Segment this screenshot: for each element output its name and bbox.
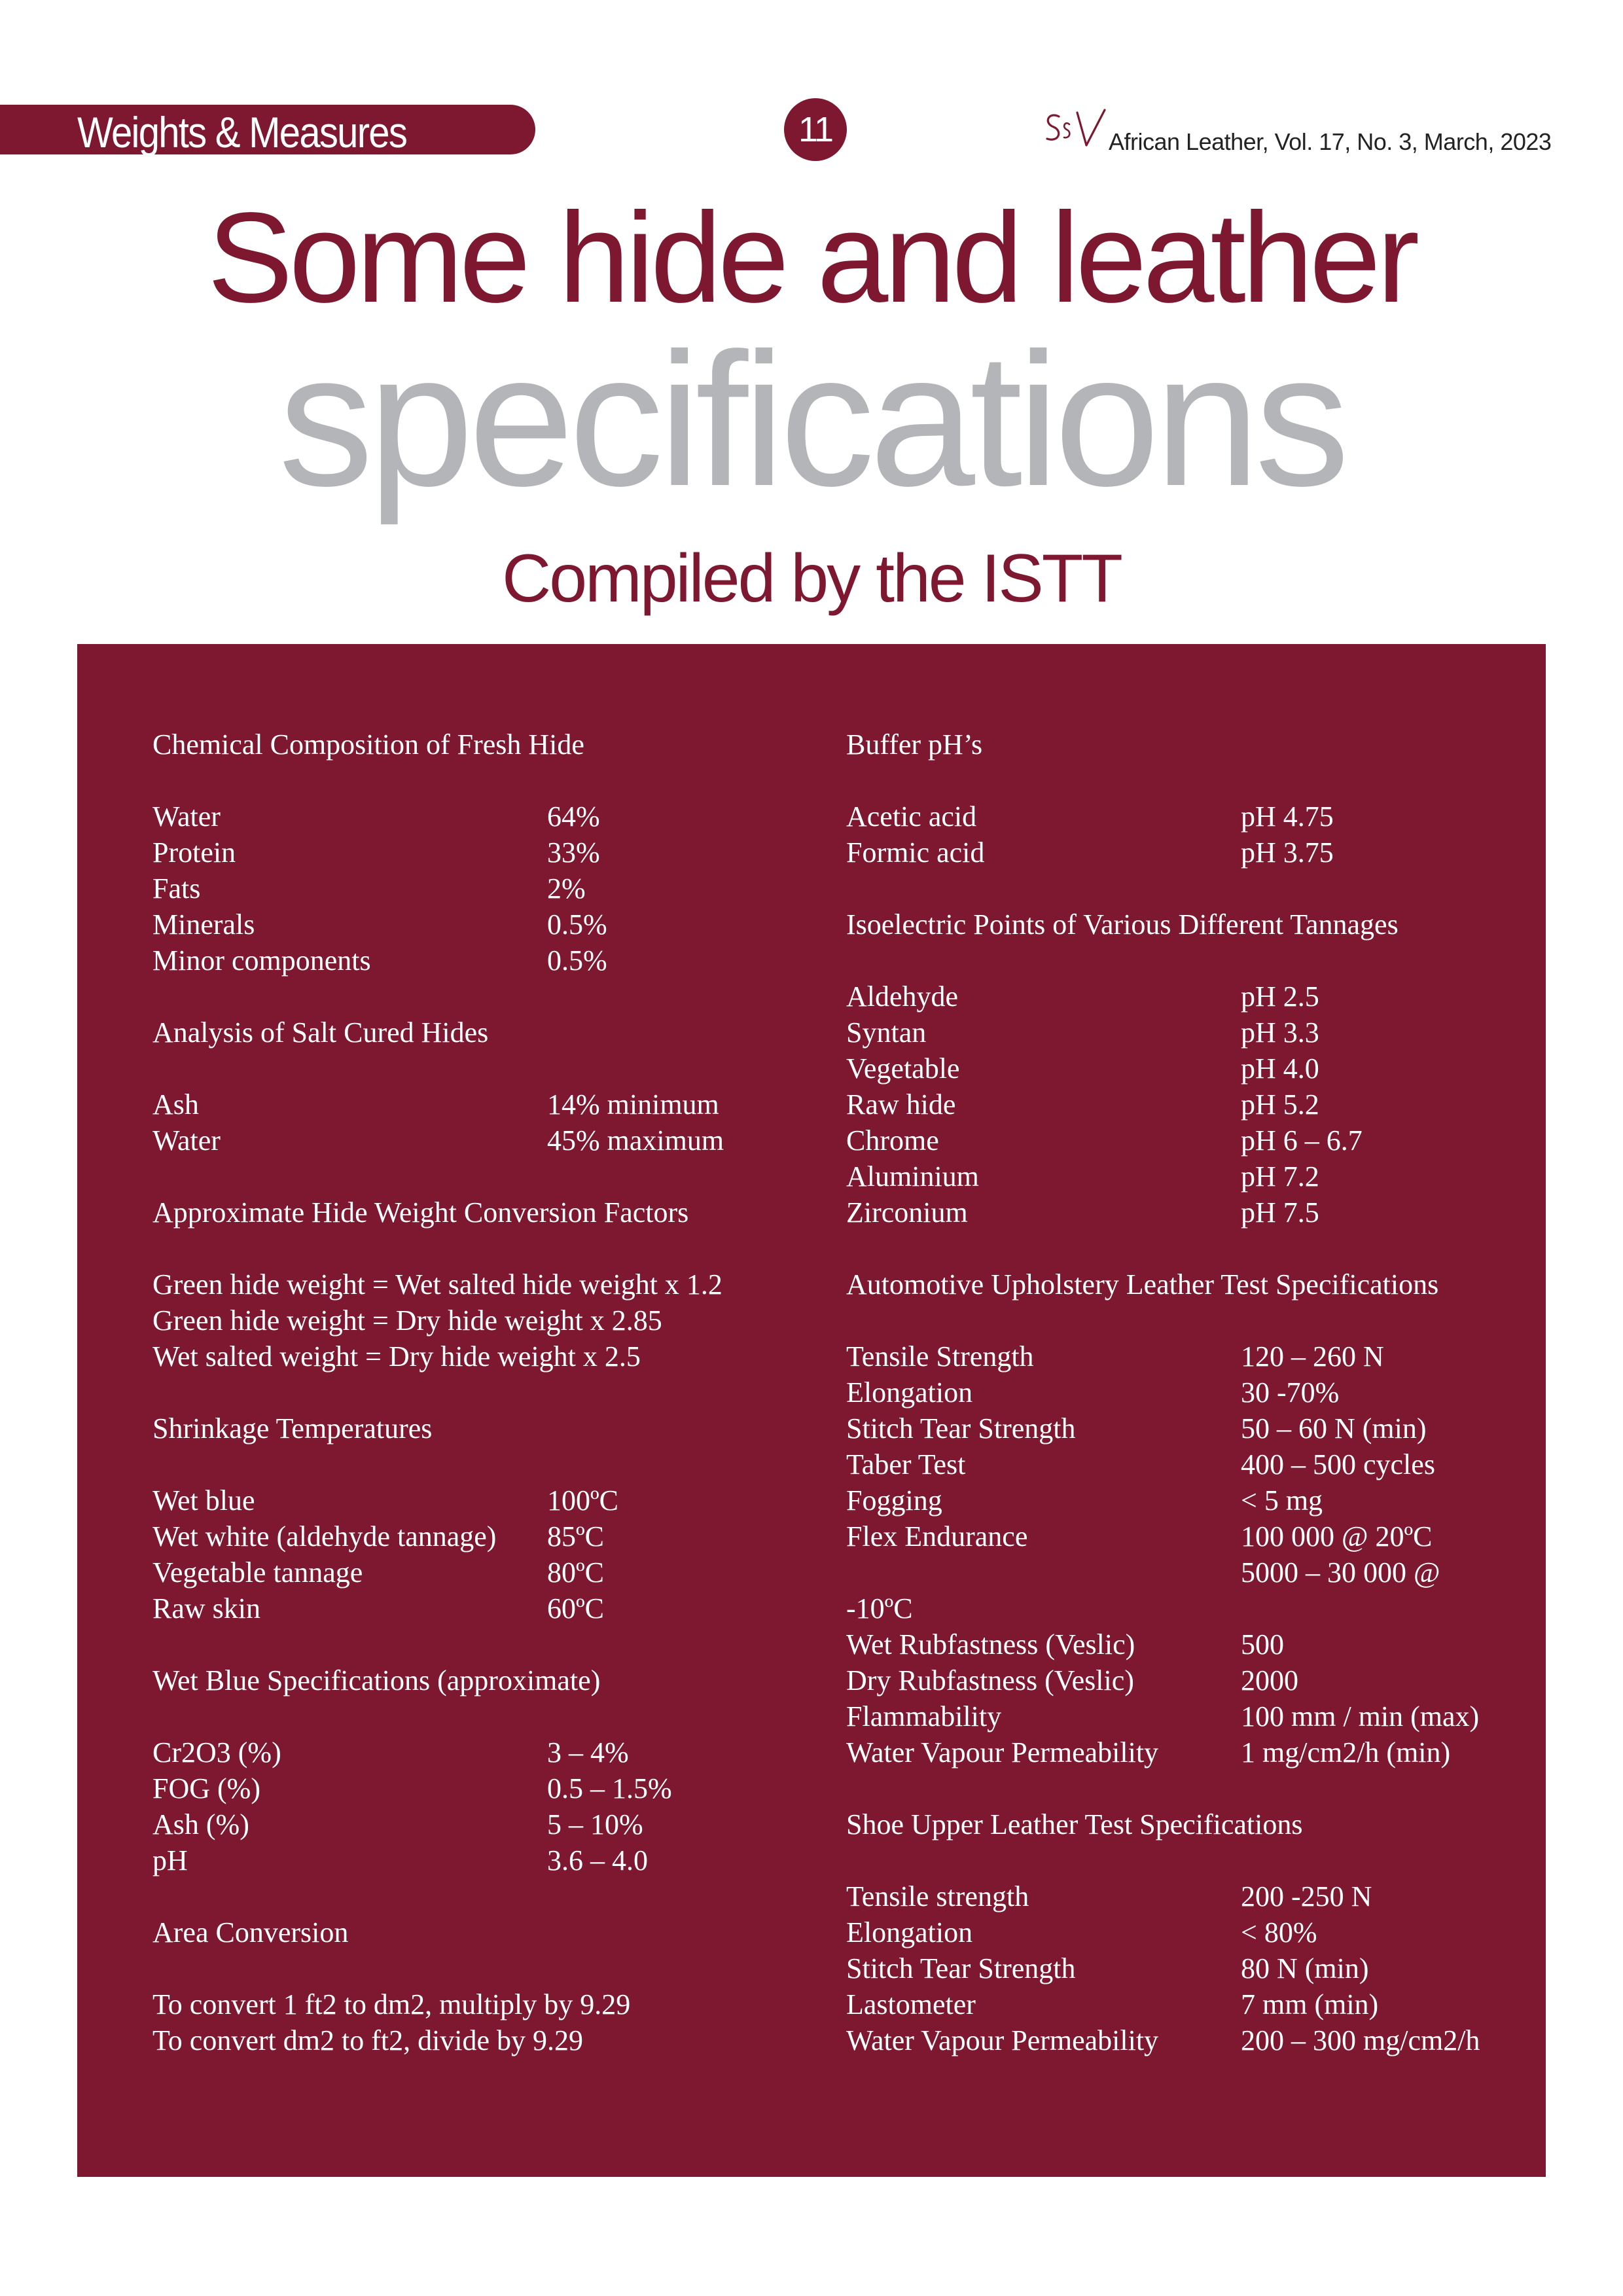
spec-row xyxy=(846,1482,1540,1518)
spec-value: < 80% xyxy=(1241,1916,1317,1948)
spec-row xyxy=(846,1014,1540,1050)
spec-value: 100ºC xyxy=(547,1484,618,1516)
spec-row xyxy=(846,1518,1540,1554)
spec-label: Wet white (aldehyde tannage) xyxy=(152,1520,497,1552)
spec-text-line: Wet salted weight = Dry hide weight x 2.5 xyxy=(152,1340,641,1372)
spec-value: 64% xyxy=(547,800,600,833)
spec-label: Stitch Tear Strength xyxy=(846,1412,1076,1444)
left-column xyxy=(152,726,807,2058)
spec-value: pH 5.2 xyxy=(1241,1088,1319,1121)
spacer xyxy=(152,1950,807,1986)
section-heading: Approximate Hide Weight Conversion Factors xyxy=(152,1196,689,1229)
spec-value: 30 -70% xyxy=(1241,1376,1340,1408)
spec-label: Water Vapour Permeability xyxy=(846,2024,1159,2056)
spec-label: Fogging xyxy=(846,1484,942,1516)
spec-value: pH 4.75 xyxy=(1241,800,1334,833)
spec-value: 45% maximum xyxy=(547,1124,724,1157)
spec-value: pH 7.5 xyxy=(1241,1196,1319,1229)
page-subtitle: specifications xyxy=(278,314,1345,526)
section-heading: Isoelectric Points of Various Different Tannages xyxy=(846,908,1399,941)
spec-value: < 5 mg xyxy=(1241,1484,1323,1516)
spec-label: Ash xyxy=(152,1088,199,1121)
spec-label: Ash (%) xyxy=(152,1808,249,1840)
spacer xyxy=(152,1230,807,1266)
spec-row xyxy=(846,1086,1540,1122)
spacer xyxy=(846,1842,1540,1878)
spec-value: 3.6 – 4.0 xyxy=(547,1844,648,1876)
spec-row xyxy=(846,978,1540,1014)
spec-label: Aldehyde xyxy=(846,980,959,1013)
spec-label: Flammability xyxy=(846,1700,1002,1732)
spec-value: 100 mm / min (max) xyxy=(1241,1700,1480,1732)
section-heading: Buffer pH’s xyxy=(846,728,983,761)
spec-row xyxy=(152,834,807,870)
spec-label: Cr2O3 (%) xyxy=(152,1736,281,1768)
spec-value: pH 4.0 xyxy=(1241,1052,1319,1085)
spec-row xyxy=(152,1086,807,1122)
spec-value: 5 – 10% xyxy=(547,1808,643,1840)
spec-value: 80 N (min) xyxy=(1241,1952,1369,1984)
spec-row xyxy=(846,1158,1540,1194)
sv-logo-icon xyxy=(1039,105,1111,157)
spec-text-line: -10ºC xyxy=(846,1592,913,1624)
right-column xyxy=(846,726,1540,2058)
spec-row xyxy=(846,1698,1540,1734)
spec-row xyxy=(846,1050,1540,1086)
spec-row xyxy=(152,906,807,942)
spacer xyxy=(152,1698,807,1734)
spacer xyxy=(846,1302,1540,1338)
spec-value: 100 000 @ 20ºC xyxy=(1241,1520,1433,1552)
spec-row xyxy=(152,1122,807,1158)
spec-label: Formic acid xyxy=(846,836,985,869)
page-number: 11 xyxy=(784,98,847,161)
spec-row xyxy=(846,1950,1540,1986)
spec-row xyxy=(846,1410,1540,1446)
spec-value: 1 mg/cm2/h (min) xyxy=(1241,1736,1451,1768)
spec-label: Raw hide xyxy=(846,1088,956,1121)
spec-text-line: To convert dm2 to ft2, divide by 9.29 xyxy=(152,2024,584,2056)
spec-label: Wet Rubfastness (Veslic) xyxy=(846,1628,1135,1660)
spec-label: Syntan xyxy=(846,1016,927,1049)
spec-label: Vegetable xyxy=(846,1052,960,1085)
spacer xyxy=(152,762,807,798)
spacer xyxy=(846,870,1540,906)
spec-label: Lastometer xyxy=(846,1988,976,2020)
spec-label: Elongation xyxy=(846,1376,973,1408)
spec-value: 3 – 4% xyxy=(547,1736,629,1768)
spacer xyxy=(152,978,807,1014)
spec-value: pH 2.5 xyxy=(1241,980,1319,1013)
byline: Compiled by the ISTT xyxy=(502,541,1121,617)
spec-value: pH 7.2 xyxy=(1241,1160,1319,1193)
spec-label: FOG (%) xyxy=(152,1772,260,1804)
spec-label: Minerals xyxy=(152,908,255,941)
spec-label: Tensile strength xyxy=(846,1880,1029,1912)
spacer xyxy=(846,1230,1540,1266)
section-tab xyxy=(0,105,535,154)
spec-value: 2% xyxy=(547,872,586,905)
section-heading: Chemical Composition of Fresh Hide xyxy=(152,728,584,761)
spec-row xyxy=(152,1482,807,1518)
spec-row xyxy=(846,1338,1540,1374)
spec-row xyxy=(152,1734,807,1770)
spec-row xyxy=(846,1734,1540,1770)
spec-row xyxy=(846,2022,1540,2058)
spec-label: Protein xyxy=(152,836,236,869)
section-heading: Automotive Upholstery Leather Test Specifications xyxy=(846,1268,1439,1300)
spec-row xyxy=(846,1374,1540,1410)
spec-value: 2000 xyxy=(1241,1664,1298,1696)
spec-label: Tensile Strength xyxy=(846,1340,1034,1372)
spec-value: 0.5% xyxy=(547,908,607,941)
section-heading: Wet Blue Specifications (approximate) xyxy=(152,1664,601,1696)
spec-row xyxy=(846,1914,1540,1950)
spec-text-line: Green hide weight = Wet salted hide weight x 1.2 xyxy=(152,1268,722,1300)
publication-info: African Leather, Vol. 17, No. 3, March, 2023 xyxy=(1109,128,1552,155)
spec-row xyxy=(152,1770,807,1806)
spec-label: Dry Rubfastness (Veslic) xyxy=(846,1664,1134,1696)
section-heading: Area Conversion xyxy=(152,1916,349,1948)
spacer xyxy=(152,1158,807,1194)
spec-value: 85ºC xyxy=(547,1520,604,1552)
spec-label: Minor components xyxy=(152,944,371,977)
spec-label: Vegetable tannage xyxy=(152,1556,363,1588)
spacer xyxy=(846,1770,1540,1806)
spec-value: pH 3.3 xyxy=(1241,1016,1319,1049)
spec-label: Aluminium xyxy=(846,1160,979,1193)
spec-value: 50 – 60 N (min) xyxy=(1241,1412,1427,1444)
spec-row xyxy=(846,1446,1540,1482)
spec-row xyxy=(846,1194,1540,1230)
spec-row xyxy=(152,1554,807,1590)
spec-value: 0.5 – 1.5% xyxy=(547,1772,672,1804)
spec-label: Wet blue xyxy=(152,1484,255,1516)
spacer xyxy=(152,1374,807,1410)
spec-label: Acetic acid xyxy=(846,800,977,833)
spec-row xyxy=(846,798,1540,834)
spec-row xyxy=(152,798,807,834)
spacer xyxy=(152,1446,807,1482)
spec-row xyxy=(846,1986,1540,2022)
spec-value: 0.5% xyxy=(547,944,607,977)
spec-row xyxy=(152,870,807,906)
spec-value: pH 6 – 6.7 xyxy=(1241,1124,1363,1157)
spacer xyxy=(846,762,1540,798)
spec-label: Zirconium xyxy=(846,1196,968,1229)
section-heading: Shrinkage Temperatures xyxy=(152,1412,433,1444)
spec-text-line: To convert 1 ft2 to dm2, multiply by 9.29 xyxy=(152,1988,631,2020)
spec-label: Water xyxy=(152,1124,221,1157)
spec-label: Flex Endurance xyxy=(846,1520,1028,1552)
spec-label: Fats xyxy=(152,872,201,905)
spec-label: Chrome xyxy=(846,1124,939,1157)
spec-row xyxy=(846,834,1540,870)
spec-value: 200 – 300 mg/cm2/h xyxy=(1241,2024,1480,2056)
spec-row xyxy=(846,1878,1540,1914)
spec-label: Water xyxy=(152,800,221,833)
spec-row xyxy=(152,1842,807,1878)
spec-row xyxy=(846,1626,1540,1662)
spec-label: Taber Test xyxy=(846,1448,966,1480)
spec-row xyxy=(152,942,807,978)
spec-label: Water Vapour Permeability xyxy=(846,1736,1159,1768)
spacer xyxy=(152,1626,807,1662)
spec-text-line: Green hide weight = Dry hide weight x 2.85 xyxy=(152,1304,662,1336)
section-heading: Shoe Upper Leather Test Specifications xyxy=(846,1808,1303,1840)
spacer xyxy=(152,1878,807,1914)
spacer xyxy=(152,1050,807,1086)
section-label: Weights & Measures xyxy=(77,108,407,156)
spacer xyxy=(846,942,1540,978)
spec-value: 120 – 260 N xyxy=(1241,1340,1384,1372)
spec-label: Stitch Tear Strength xyxy=(846,1952,1076,1984)
spec-label: Raw skin xyxy=(152,1592,260,1624)
spec-value: 33% xyxy=(547,836,600,869)
spec-row xyxy=(846,1122,1540,1158)
spec-row xyxy=(846,1554,1540,1590)
spec-label: pH xyxy=(152,1844,188,1876)
spec-row xyxy=(152,1518,807,1554)
spec-row xyxy=(152,1590,807,1626)
spec-value: 5000 – 30 000 @ xyxy=(1241,1556,1440,1588)
spec-label: Elongation xyxy=(846,1916,973,1948)
spec-value: 14% minimum xyxy=(547,1088,719,1121)
spec-value: 60ºC xyxy=(547,1592,604,1624)
spec-value: 400 – 500 cycles xyxy=(1241,1448,1435,1480)
page-title: Some hide and leather xyxy=(207,186,1416,329)
spec-value: 500 xyxy=(1241,1628,1284,1660)
specifications-panel xyxy=(77,644,1546,2177)
spec-row xyxy=(152,1806,807,1842)
spec-value: 200 -250 N xyxy=(1241,1880,1372,1912)
spec-row xyxy=(846,1662,1540,1698)
spec-value: 80ºC xyxy=(547,1556,604,1588)
section-heading: Analysis of Salt Cured Hides xyxy=(152,1016,489,1049)
spec-value: 7 mm (min) xyxy=(1241,1988,1379,2020)
spec-value: pH 3.75 xyxy=(1241,836,1334,869)
